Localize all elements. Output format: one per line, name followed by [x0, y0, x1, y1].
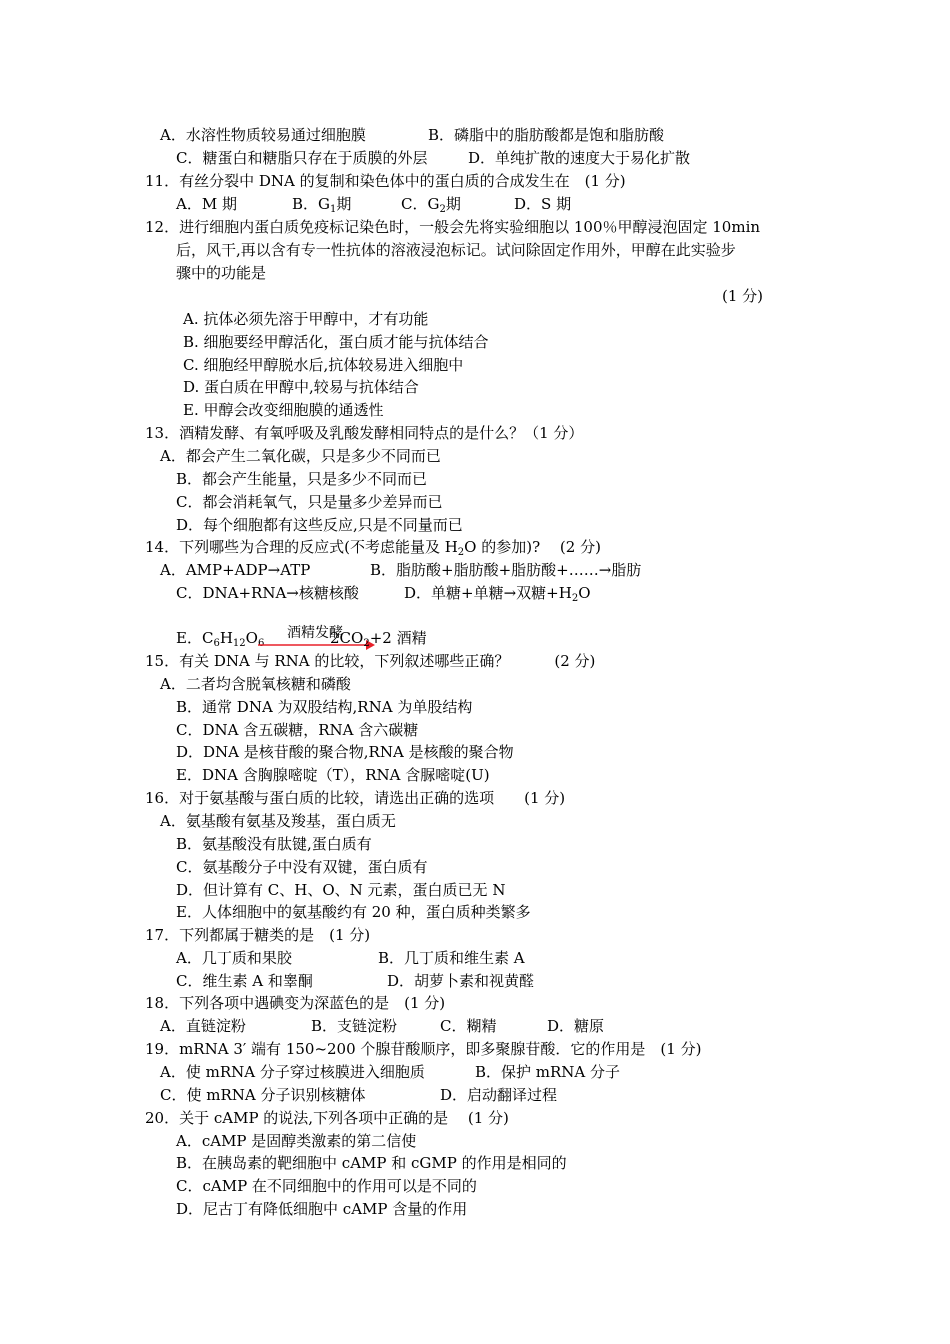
q13-option-a: A．都会产生二氧化碳，只是多少不同而已: [160, 447, 441, 465]
q20-option-a: A．cAMP 是固醇类激素的第二信使: [176, 1132, 417, 1150]
q12-stem-line1: 12．进行细胞内蛋白质免疫标记染色时，一般会先将实验细胞以 100％甲醇浸泡固定 10min: [145, 218, 761, 236]
q10-option-b: B．磷脂中的脂肪酸都是饱和脂肪酸: [428, 126, 665, 144]
q19-option-b: B．保护 mRNA 分子: [475, 1063, 621, 1081]
q16-stem: 16．对于氨基酸与蛋白质的比较，请选出正确的选项 (1 分): [145, 789, 566, 807]
q12-stem-line2: 后，风干,再以含有专一性抗体的溶液浸泡标记。试问除固定作用外，甲醇在此实验步: [176, 241, 736, 259]
q19-option-a: A．使 mRNA 分子穿过核膜进入细胞质: [160, 1063, 425, 1081]
q13-stem: 13．酒精发酵、有氧呼吸及乳酸发酵相同特点的是什么？（1 分）: [145, 424, 584, 442]
q15-option-c: C．DNA 含五碳糖，RNA 含六碳糖: [176, 721, 419, 739]
q15-option-b: B．通常 DNA 为双股结构,RNA 为单股结构: [176, 698, 473, 716]
q18-option-c: C．糊精: [440, 1017, 497, 1035]
q19-option-d: D．启动翻译过程: [440, 1086, 558, 1104]
q17-option-b: B．几丁质和维生素 A: [378, 949, 525, 967]
q13-option-c: C．都会消耗氧气，只是量多少差异而已: [176, 493, 443, 511]
q12-option-b: B. 细胞要经甲醇活化，蛋白质才能与抗体结合: [183, 333, 489, 351]
q10-option-d: D．单纯扩散的速度大于易化扩散: [468, 149, 691, 167]
q10-option-a: A．水溶性物质较易通过细胞膜: [160, 126, 366, 144]
q20-option-d: D．尼古丁有降低细胞中 cAMP 含量的作用: [176, 1200, 468, 1218]
q16-option-e: E．人体细胞中的氨基酸约有 20 种，蛋白质种类繁多: [176, 903, 531, 921]
q14-option-b: B．脂肪酸+脂肪酸+脂肪酸+……→脂肪: [370, 561, 642, 579]
q11-option-a: A．M 期: [176, 195, 237, 213]
q14-option-e-arrow-label: 酒精发酵: [287, 625, 343, 641]
q12-stem-line3: 骤中的功能是: [176, 264, 267, 282]
q14-option-e-product: $2CO_2+2$ 酒精: [330, 629, 427, 649]
q14-option-d: D．单糖+单糖→双糖$+H_2O$: [404, 584, 591, 604]
q18-stem: 18．下列各项中遇碘变为深蓝色的是 (1 分): [145, 994, 446, 1012]
q12-option-c: C. 细胞经甲醇脱水后,抗体较易进入细胞中: [183, 356, 464, 374]
q12-option-a: A. 抗体必须先溶于甲醇中，才有功能: [183, 310, 429, 328]
q18-option-a: A．直链淀粉: [160, 1017, 246, 1035]
q14-stem: 14．下列哪些为合理的反应式(不考虑能量及 $H_2O$ 的参加)? (2 分): [145, 538, 601, 558]
q11-option-d: D．S 期: [514, 195, 572, 213]
q16-option-a: A．氨基酸有氨基及羧基，蛋白质无: [160, 812, 396, 830]
q18-option-b: B．支链淀粉: [311, 1017, 398, 1035]
q12-option-e: E. 甲醇会改变细胞膜的通透性: [183, 401, 384, 419]
q14-option-c: C．DNA+RNA→核糖核酸: [176, 584, 359, 602]
q15-option-d: D．DNA 是核苷酸的聚合物,RNA 是核酸的聚合物: [176, 743, 514, 761]
q17-option-d: D．胡萝卜素和视黄醛: [387, 972, 535, 990]
q20-option-c: C．cAMP 在不同细胞中的作用可以是不同的: [176, 1177, 477, 1195]
q16-option-d: D．但计算有 C、H、O、N 元素，蛋白质已无 N: [176, 881, 506, 899]
q20-option-b: B．在胰岛素的靶细胞中 cAMP 和 cGMP 的作用是相同的: [176, 1154, 567, 1172]
q19-stem: 19．mRNA 3′ 端有 150~200 个腺苷酸顺序，即多聚腺苷酸．它的作用是 (1 分): [145, 1040, 702, 1058]
q15-stem: 15．有关 DNA 与 RNA 的比较，下列叙述哪些正确？ (2 分): [145, 652, 596, 670]
q14-option-e-reactant: E．$C_6H_{12}O_6$: [176, 629, 265, 649]
q11-option-b: B．$G_1$期: [292, 195, 352, 215]
q15-option-a: A．二者均含脱氧核糖和磷酸: [160, 675, 351, 693]
q17-stem: 17．下列都属于糖类的是 (1 分): [145, 926, 371, 944]
q12-score: (1 分): [722, 287, 764, 305]
q14-option-a: A．AMP+ADP→ATP: [160, 561, 311, 579]
q19-option-c: C．使 mRNA 分子识别核糖体: [160, 1086, 366, 1104]
q12-option-d: D. 蛋白质在甲醇中,较易与抗体结合: [183, 378, 419, 396]
q20-stem: 20．关于 cAMP 的说法,下列各项中正确的是 (1 分): [145, 1109, 509, 1127]
q16-option-b: B．氨基酸没有肽键,蛋白质有: [176, 835, 372, 853]
q15-option-e: E．DNA 含胸腺嘧啶（T），RNA 含脲嘧啶(U): [176, 766, 490, 784]
q11-stem: 11．有丝分裂中 DNA 的复制和染色体中的蛋白质的合成发生在 (1 分): [145, 172, 626, 190]
q17-option-a: A．几丁质和果胶: [176, 949, 292, 967]
q13-option-b: B．都会产生能量，只是多少不同而已: [176, 470, 428, 488]
q16-option-c: C．氨基酸分子中没有双键，蛋白质有: [176, 858, 428, 876]
q18-option-d: D．糖原: [547, 1017, 605, 1035]
q11-option-c: C．$G_2$期: [401, 195, 461, 215]
q17-option-c: C．维生素 A 和睾酮: [176, 972, 313, 990]
q13-option-d: D．每个细胞都有这些反应,只是不同量而已: [176, 516, 463, 534]
q10-option-c: C．糖蛋白和糖脂只存在于质膜的外层: [176, 149, 428, 167]
